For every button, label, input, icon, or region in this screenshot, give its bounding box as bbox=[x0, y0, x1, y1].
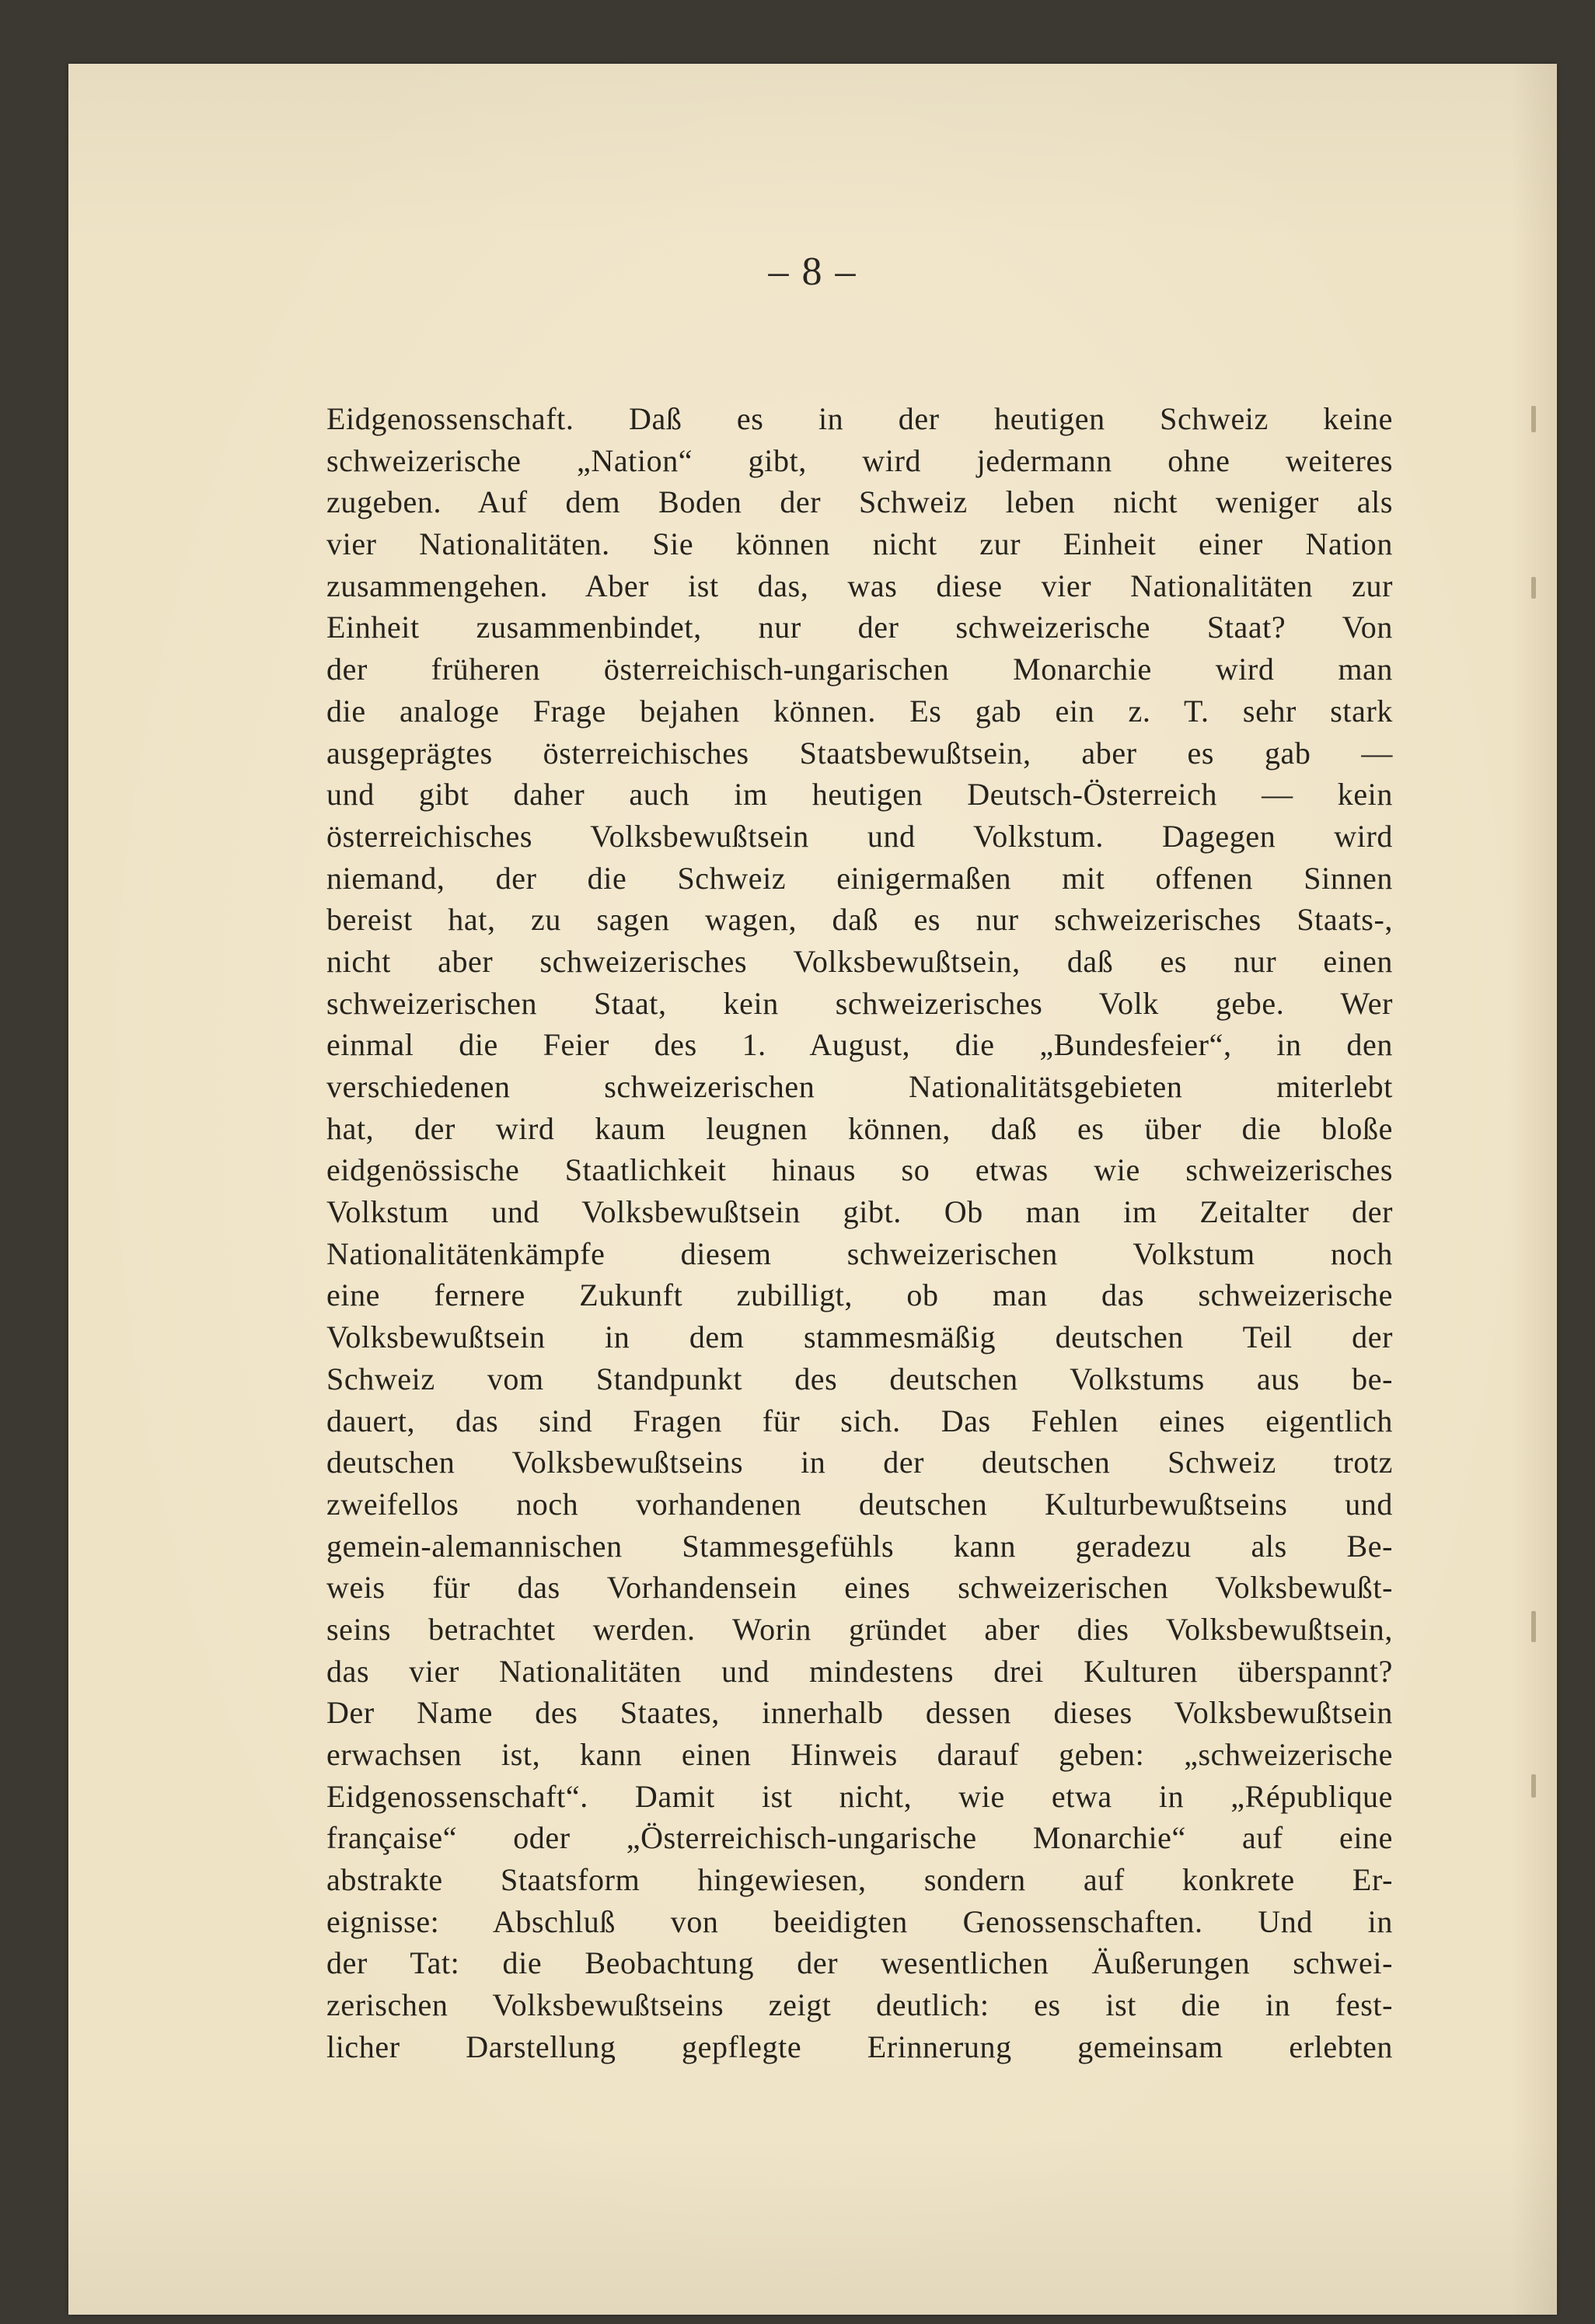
text-line: seins betrachtet werden. Worin gründet aber dies Volksbewußtsein, bbox=[326, 1611, 1393, 1647]
margin-mark bbox=[1531, 577, 1536, 599]
text-line: Eidgenossenschaft. Daß es in der heutigen Schweiz keine bbox=[326, 401, 1393, 436]
text-line: schweizerischen Staat, kein schweizerisches Volk gebe. Wer bbox=[326, 985, 1393, 1021]
text-line: die analoge Frage bejahen können. Es gab ein z. T. sehr stark bbox=[326, 693, 1393, 729]
text-line: eidgenössische Staatlichkeit hinaus so etwas wie schweizerisches bbox=[326, 1152, 1393, 1188]
text-line: Einheit zusammenbindet, nur der schweizerische Staat? Von bbox=[326, 610, 1393, 645]
text-line: zugeben. Auf dem Boden der Schweiz leben nicht weniger als bbox=[326, 484, 1393, 520]
text-line: österreichisches Volksbewußtsein und Volkstum. Dagegen wird bbox=[326, 818, 1393, 854]
margin-mark bbox=[1531, 1774, 1536, 1798]
text-line: dauert, das sind Fragen für sich. Das Fehlen eines eigentlich bbox=[326, 1403, 1393, 1438]
text-line: eignisse: Abschluß von beeidigten Genossenschaften. Und in bbox=[326, 1903, 1393, 1939]
text-line: verschiedenen schweizerischen Nationalitätsgebieten miterlebt bbox=[326, 1069, 1393, 1104]
body-text bbox=[326, 398, 1393, 2068]
text-line: weis für das Vorhandensein eines schweizerischen Volksbewußt- bbox=[326, 1570, 1393, 1606]
text-line: bereist hat, zu sagen wagen, daß es nur schweizerisches Staats-, bbox=[326, 902, 1393, 938]
page-number: – 8 – bbox=[768, 250, 857, 294]
text-line: vier Nationalitäten. Sie können nicht zur Einheit einer Nation bbox=[326, 526, 1393, 562]
margin-mark bbox=[1531, 406, 1536, 432]
text-line: eine fernere Zukunft zubilligt, ob man das schweizerische bbox=[326, 1277, 1393, 1313]
text-line: Der Name des Staates, innerhalb dessen dieses Volksbewußtsein bbox=[326, 1695, 1393, 1731]
text-line: niemand, der die Schweiz einigermaßen mit offenen Sinnen bbox=[326, 860, 1393, 896]
text-line: abstrakte Staatsform hingewiesen, sondern auf konkrete Er- bbox=[326, 1862, 1393, 1898]
text-line: gemein-alemannischen Stammesgefühls kann geradezu als Be- bbox=[326, 1528, 1393, 1564]
text-line: française“ oder „Österreichisch-ungarische Monarchie“ auf eine bbox=[326, 1820, 1393, 1856]
text-line: der Tat: die Beobachtung der wesentlichen Äußerungen schwei- bbox=[326, 1945, 1393, 1981]
text-line: das vier Nationalitäten und mindestens drei Kulturen überspannt? bbox=[326, 1653, 1393, 1689]
text-line: erwachsen ist, kann einen Hinweis darauf geben: „schweizerische bbox=[326, 1737, 1393, 1772]
text-line: schweizerische „Nation“ gibt, wird jedermann ohne weiteres bbox=[326, 442, 1393, 478]
text-line: zweifellos noch vorhandenen deutschen Kulturbewußtseins und bbox=[326, 1486, 1393, 1522]
text-line: ausgeprägtes österreichisches Staatsbewußtsein, aber es gab — bbox=[326, 735, 1393, 771]
text-line: einmal die Feier des 1. August, die „Bundesfeier“, in den bbox=[326, 1027, 1393, 1063]
text-line: Volksbewußtsein in dem stammesmäßig deutschen Teil der bbox=[326, 1319, 1393, 1355]
text-line: und gibt daher auch im heutigen Deutsch-Österreich — kein bbox=[326, 777, 1393, 813]
text-line: hat, der wird kaum leugnen können, daß es über die bloße bbox=[326, 1110, 1393, 1146]
text-line: licher Darstellung gepflegte Erinnerung gemeinsam erlebten bbox=[326, 2029, 1393, 2064]
text-line: nicht aber schweizerisches Volksbewußtsein, daß es nur einen bbox=[326, 943, 1393, 979]
text-line: zerischen Volksbewußtseins zeigt deutlich: es ist die in fest- bbox=[326, 1987, 1393, 2023]
margin-mark bbox=[1531, 1611, 1536, 1642]
text-line: Volkstum und Volksbewußtsein gibt. Ob man im Zeitalter der bbox=[326, 1194, 1393, 1230]
text-line: Nationalitätenkämpfe diesem schweizerischen Volkstum noch bbox=[326, 1235, 1393, 1271]
text-line: deutschen Volksbewußtseins in der deutschen Schweiz trotz bbox=[326, 1445, 1393, 1480]
text-line: der früheren österreichisch-ungarischen Monarchie wird man bbox=[326, 652, 1393, 687]
text-line: zusammengehen. Aber ist das, was diese vier Nationalitäten zur bbox=[326, 568, 1393, 603]
text-line: Schweiz vom Standpunkt des deutschen Volkstums aus be- bbox=[326, 1361, 1393, 1396]
book-page bbox=[68, 64, 1557, 2315]
text-line: Eidgenossenschaft“. Damit ist nicht, wie etwa in „République bbox=[326, 1778, 1393, 1814]
